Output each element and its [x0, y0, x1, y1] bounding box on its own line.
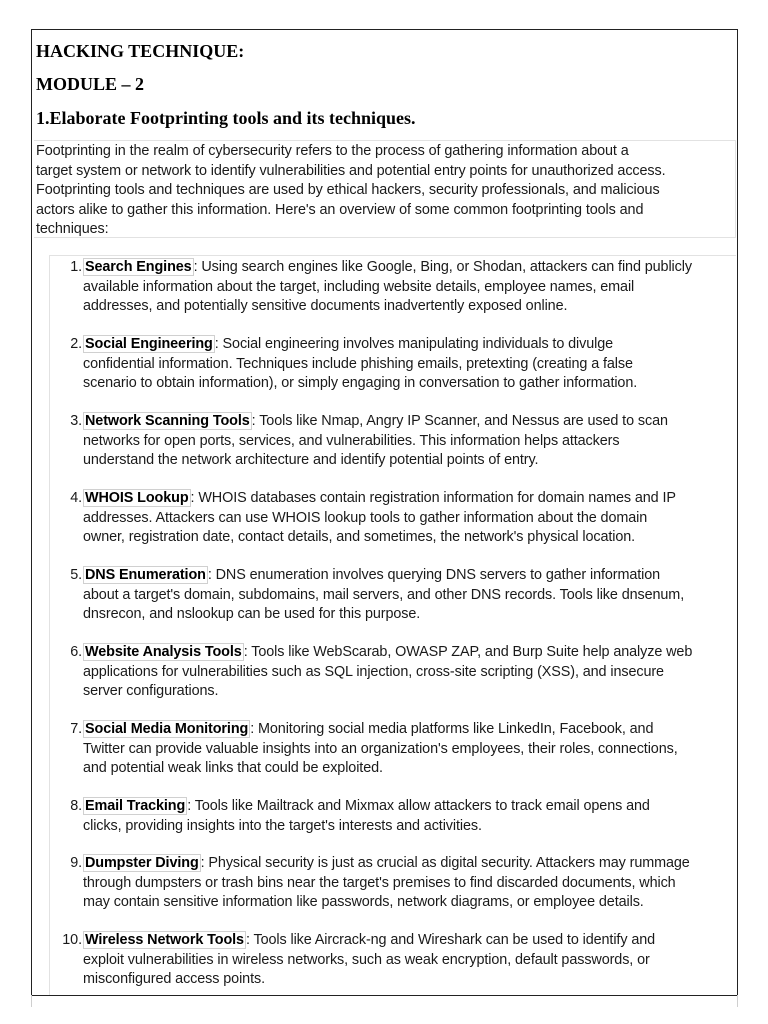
list-item-text: : DNS enumeration involves querying DNS servers to gather information	[207, 567, 661, 583]
list-item-body	[83, 854, 738, 913]
list-item-body	[83, 931, 738, 990]
list-item-line: about a target's domain, subdomains, mail servers, and other DNS records. Tools like dnsenum,	[83, 586, 685, 603]
list-item-term: Dumpster Diving	[85, 855, 199, 871]
list-item-term: Network Scanning Tools	[85, 413, 250, 429]
list-item-term: DNS Enumeration	[85, 567, 206, 583]
list-item-term: Wireless Network Tools	[85, 932, 244, 948]
list-item-line: applications for vulnerabilities such as SQL injection, cross-site scripting (XSS), and insecure	[83, 663, 664, 680]
list-item-body	[83, 489, 738, 548]
list-item-line: networks for open ports, services, and vulnerabilities. This information helps attackers	[83, 432, 620, 449]
list-item-number: 9.	[70, 855, 82, 871]
intro-line: techniques:	[36, 221, 109, 238]
list-item-first-line	[83, 412, 738, 432]
list-item-first-line	[83, 931, 738, 951]
list-item-number: 2.	[70, 336, 82, 352]
list-item-line: may contain sensitive information like passwords, network diagrams, or employee details.	[83, 894, 644, 911]
module-heading: MODULE – 2	[36, 74, 144, 94]
list-item-line: Twitter can provide valuable insights into an organization's employees, their roles, connections,	[83, 740, 678, 757]
list-item-term: Social Media Monitoring	[85, 721, 249, 737]
intro-paragraph	[34, 140, 736, 238]
list-item-number: 10.	[62, 932, 82, 948]
list-item-text: : Tools like Mailtrack and Mixmax allow attackers to track email opens and	[187, 798, 650, 814]
list-item-term: WHOIS Lookup	[85, 490, 189, 506]
list-item-line: owner, registration date, contact details, and sometimes, the network's physical location.	[83, 529, 636, 546]
list-item-number: 8.	[70, 798, 82, 814]
list-item-line: addresses. Attackers can use WHOIS lookup tools to gather information about the domain	[83, 509, 648, 526]
list-item-term: Search Engines	[85, 259, 192, 275]
list-item-line: misconfigured access points.	[83, 971, 265, 988]
list-item-first-line	[83, 720, 738, 740]
list-item-line: addresses, and potentially sensitive documents inadvertently exposed online.	[83, 298, 568, 315]
list-item-body	[83, 335, 738, 394]
list-item-term: Social Engineering	[85, 336, 213, 352]
page-edge-left	[31, 995, 32, 1007]
list-item-line: server configurations.	[83, 683, 219, 700]
list-item-first-line	[83, 797, 738, 817]
list-item-number: 6.	[70, 644, 82, 660]
intro-line: Footprinting in the realm of cybersecurity refers to the process of gathering information about a	[36, 143, 629, 159]
list-item-line: clicks, providing insights into the target's interests and activities.	[83, 817, 482, 834]
question-heading: 1.Elaborate Footprinting tools and its techniques.	[36, 108, 416, 128]
list-item-text: : Tools like Aircrack-ng and Wireshark can be used to identify and	[245, 932, 656, 948]
list-item-text: : Tools like Nmap, Angry IP Scanner, and Nessus are used to scan	[251, 413, 668, 429]
list-item-body	[83, 643, 738, 702]
list-item-text: : Using search engines like Google, Bing, or Shodan, attackers can find publicly	[193, 259, 692, 275]
list-item-first-line	[83, 335, 738, 355]
list-item-body	[83, 797, 738, 836]
list-item-line: available information about the target, including website details, employee names, email	[83, 278, 635, 295]
list-item-text: : Social engineering involves manipulating individuals to divulge	[214, 336, 614, 352]
list-item-line: through dumpsters or trash bins near the target's premises to find discarded documents, which	[83, 874, 676, 891]
list-item-body	[83, 566, 738, 625]
list-item-number: 4.	[70, 490, 82, 506]
list-item-line: and potential weak links that could be exploited.	[83, 760, 383, 777]
list-item-text: : Monitoring social media platforms like LinkedIn, Facebook, and	[250, 721, 654, 737]
list-item-text: : Tools like WebScarab, OWASP ZAP, and Burp Suite help analyze web	[243, 644, 693, 660]
document-title: HACKING TECHNIQUE:	[36, 41, 245, 61]
list-item-line: understand the network architecture and identify potential points of entry.	[83, 452, 539, 469]
list-item-number: 5.	[70, 567, 82, 583]
list-item-text: : WHOIS databases contain registration information for domain names and IP	[190, 490, 676, 506]
list-item-term: Email Tracking	[85, 798, 186, 814]
list-item-body	[83, 258, 738, 317]
list-item-body	[83, 412, 738, 471]
intro-line: target system or network to identify vulnerabilities and potential entry points for unauthorized access.	[36, 162, 666, 179]
list-item-number: 3.	[70, 413, 82, 429]
list-item-line: dnsrecon, and nslookup can be used for this purpose.	[83, 606, 421, 623]
intro-line: actors alike to gather this information. Here's an overview of some common footprinting tools and	[36, 201, 644, 218]
intro-line: Footprinting tools and techniques are used by ethical hackers, security professionals, and malicious	[36, 182, 660, 199]
list-item-line: confidential information. Techniques include phishing emails, pretexting (creating a false	[83, 355, 633, 372]
list-item-text: : Physical security is just as crucial as digital security. Attackers may rummage	[200, 855, 690, 871]
list-item-first-line	[83, 854, 738, 874]
list-item-first-line	[83, 489, 738, 509]
list-item-line: scenario to obtain information), or simply engaging in conversation to gather information.	[83, 375, 638, 392]
list-item-line: exploit vulnerabilities in wireless networks, such as weak encryption, default passwords, or	[83, 951, 650, 968]
list-item-first-line	[83, 643, 738, 663]
list-item-first-line	[83, 258, 738, 278]
list-item-number: 7.	[70, 721, 82, 737]
page-edge-right	[737, 995, 738, 1007]
list-item-body	[83, 720, 738, 779]
list-item-term: Website Analysis Tools	[85, 644, 242, 660]
list-item-first-line	[83, 566, 738, 586]
list-item-number: 1.	[70, 259, 82, 275]
